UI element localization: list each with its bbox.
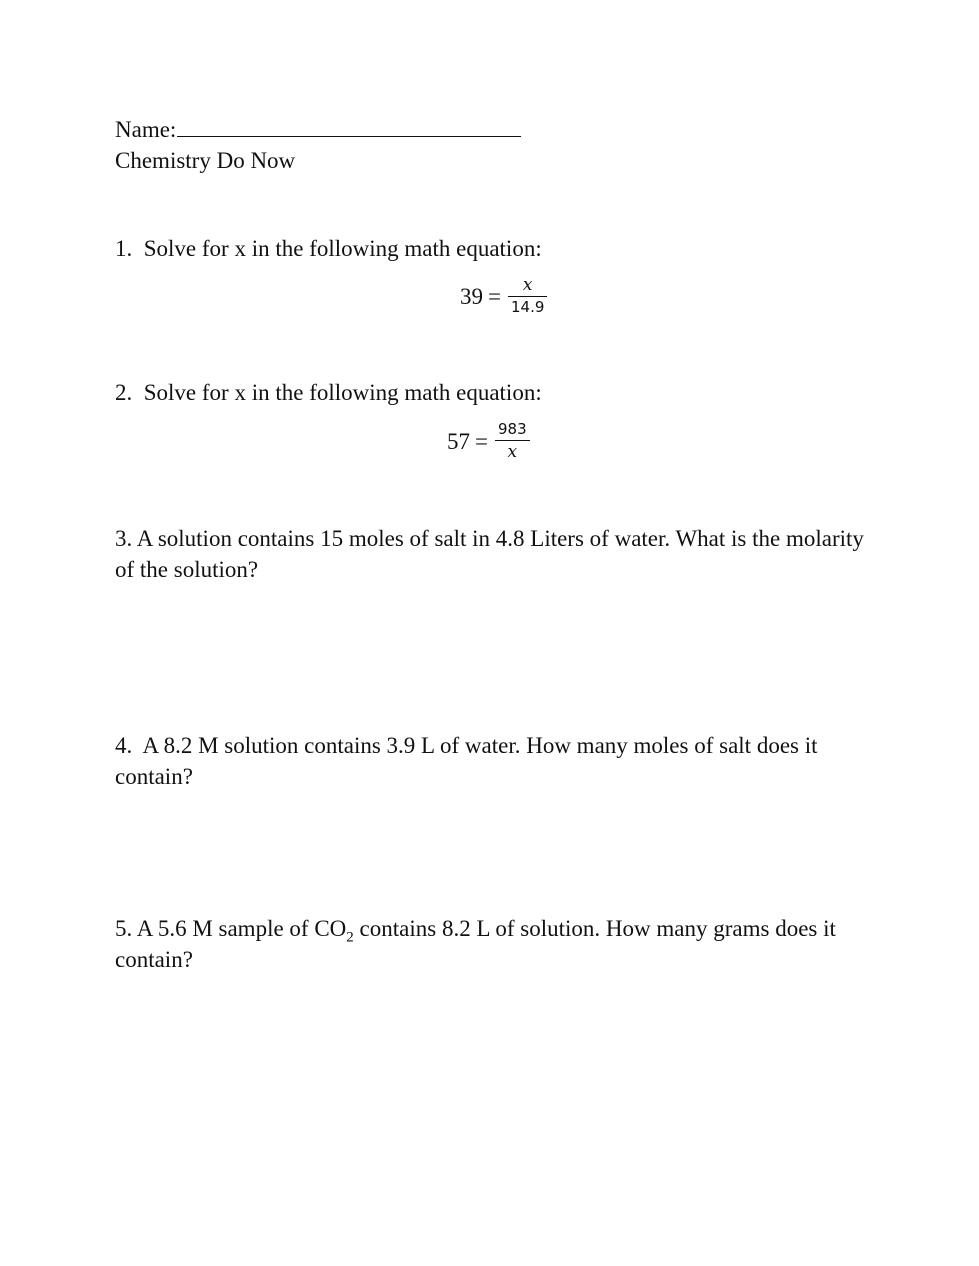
worksheet-title: Chemistry Do Now <box>115 148 296 173</box>
question-5-text-before: A 5.6 M sample of CO <box>136 916 347 941</box>
question-5 <box>115 913 875 975</box>
equation-1-lhs: 39 <box>460 283 483 309</box>
question-3-number: 3. <box>115 526 133 551</box>
equation-2-denominator: x <box>507 442 518 462</box>
question-4 <box>115 730 875 792</box>
name-field <box>115 114 521 145</box>
equation-1-denominator: 14.9 <box>510 298 545 316</box>
question-4-text: A 8.2 M solution contains 3.9 L of water. How many moles of salt does it contain? <box>115 733 818 789</box>
question-5-text-after: contains 8.2 L of solution. How many grams does it contain? <box>115 916 836 972</box>
equation-2-fraction <box>495 421 530 461</box>
question-5-subscript: 2 <box>346 929 354 946</box>
equation-1-numerator: x <box>522 275 533 295</box>
question-2 <box>115 377 875 408</box>
question-2-number: 2. <box>115 380 133 405</box>
question-4-number: 4. <box>115 733 133 758</box>
equation-1 <box>460 276 547 316</box>
equation-1-fraction <box>508 276 547 316</box>
equation-2-lhs: 57 <box>447 428 470 454</box>
name-label: Name: <box>115 117 177 142</box>
equation-2-numerator: 983 <box>497 420 527 438</box>
name-blank-line <box>177 114 521 137</box>
equation-2-equals: = <box>475 428 488 454</box>
question-1-number: 1. <box>115 236 133 261</box>
equation-2-fraction-bar <box>495 440 530 441</box>
question-2-text: Solve for x in the following math equation: <box>143 380 542 405</box>
equation-1-fraction-bar <box>508 296 547 297</box>
question-5-number: 5. <box>115 916 133 941</box>
question-3-text: A solution contains 15 moles of salt in 4.8 Liters of water. What is the molarity of the solution? <box>115 526 864 582</box>
question-1-text: Solve for x in the following math equation: <box>143 236 542 261</box>
question-1 <box>115 233 875 264</box>
equation-2 <box>447 421 530 461</box>
equation-1-equals: = <box>488 283 501 309</box>
question-3 <box>115 523 875 585</box>
